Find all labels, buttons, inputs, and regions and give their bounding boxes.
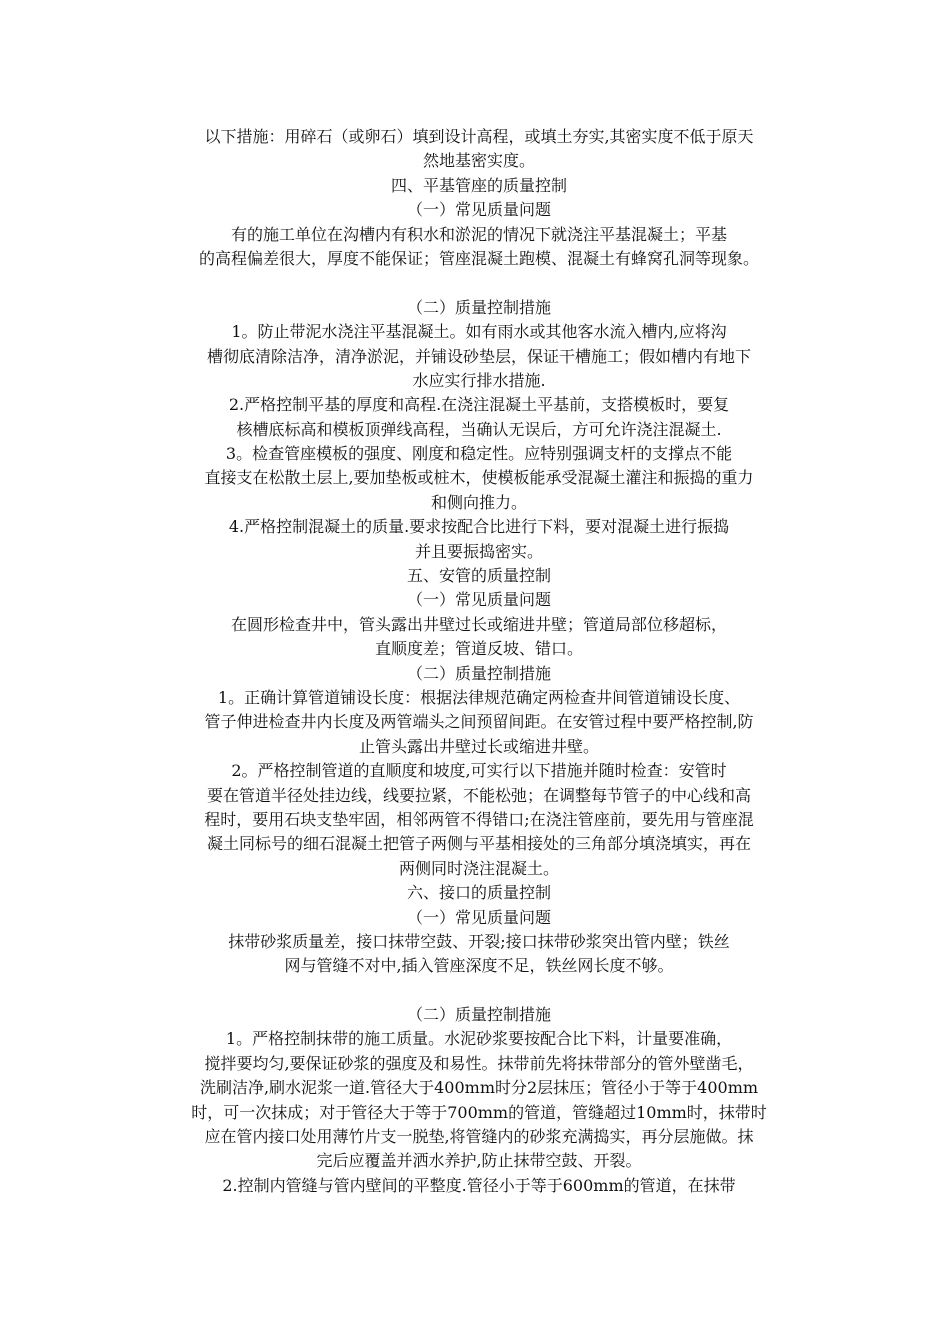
text-line: 四、平基管座的质量控制 [390, 175, 567, 195]
text-line: 搅拌要均匀,要保证砂浆的强度及和易性。抹带前先将抹带部分的管外壁凿毛， [204, 1053, 754, 1073]
text-line: 应在管内接口处用薄竹片支一脱垫,将管缝内的砂浆充满捣实，再分层施做。抹 [204, 1127, 754, 1147]
text-line: 和侧向推力。 [430, 492, 527, 512]
text-line [145, 979, 813, 1003]
document-body [145, 125, 813, 1198]
text-line: 4.严格控制混凝土的质量.要求按配合比进行下料，要对混凝土进行振捣 [228, 517, 730, 537]
text-line: 凝土同标号的细石混凝土把管子两侧与平基相接处的三角部分填浇填实，再在 [206, 834, 751, 854]
text-line: 并且要振捣密实。 [414, 541, 543, 561]
text-line [145, 271, 813, 295]
text-line: 槽彻底清除洁净，清净淤泥，并铺设砂垫层，保证干槽施工；假如槽内有地下 [206, 346, 751, 366]
text-line: 以下措施：用碎石（或卵石）填到设计高程，或填土夯实,其密实度不低于原天 [204, 127, 754, 146]
text-line: 要在管道半径处挂边线，线要拉紧，不能松弛；在调整每节管子的中心线和高 [206, 785, 751, 805]
text-line: 3。检查管座模板的强度、刚度和稳定性。应特别强调支杆的支撑点不能 [225, 444, 733, 464]
text-line: 直顺度差；管道反坡、错口。 [374, 639, 583, 659]
text-line: （一）常见质量问题 [406, 907, 551, 927]
text-line: 1。正确计算管道铺设长度：根据法律规范确定两检查井间管道铺设长度、 [217, 687, 741, 707]
text-line: 直接支在松散土层上,要加垫板或桩木，使模板能承受混凝土灌注和振捣的重力 [204, 468, 754, 488]
text-line: 2.严格控制平基的厚度和高程.在浇注混凝土平基前，支搭模板时，要复 [228, 395, 730, 415]
text-line: 五、安管的质量控制 [406, 566, 551, 586]
text-line: 2。严格控制管道的直顺度和坡度,可实行以下措施并随时检查：安管时 [231, 761, 727, 781]
text-line: 水应实行排水措施. [412, 370, 546, 390]
text-line: （二）质量控制措施 [406, 1005, 551, 1025]
text-line: 完后应覆盖并洒水养护,防止抹带空鼓、开裂。 [316, 1151, 642, 1171]
text-line: 2.控制内管缝与管内壁间的平整度.管径小于等于600mm的管道，在抹带 [222, 1175, 736, 1195]
text-line: 洗刷洁净,刷水泥浆一道.管径大于400mm时分2层抹压；管径小于等于400mm [199, 1078, 759, 1098]
text-line: （二）质量控制措施 [406, 663, 551, 683]
text-line: （一）常见质量问题 [406, 200, 551, 220]
text-line: 的高程偏差很大，厚度不能保证；管座混凝土跑模、混凝土有蜂窝孔洞等现象。 [198, 248, 759, 268]
text-line: 核槽底标高和模板顶弹线高程，当确认无误后，方可允许浇注混凝土. [236, 419, 722, 439]
text-line: 在圆形检查井中，管头露出井壁过长或缩进井壁；管道局部位移超标， [230, 614, 727, 634]
text-line: 两侧同时浇注混凝土。 [398, 858, 559, 878]
text-line: （一）常见质量问题 [406, 590, 551, 610]
text-line: 网与管缝不对中,插入管座深度不足，铁丝网长度不够。 [284, 956, 674, 976]
text-line: 然地基密实度。 [422, 151, 535, 171]
text-line: 1。防止带泥水浇注平基混凝土。如有雨水或其他客水流入槽内,应将沟 [231, 322, 727, 342]
text-line: 抹带砂浆质量差，接口抹带空鼓、开裂;接口抹带砂浆突出管内壁；铁丝 [228, 931, 730, 951]
text-line: 程时，要用石块支垫牢固，相邻两管不得错口;在浇注管座前，要先用与管座混 [204, 809, 754, 829]
text-line: 管子伸进检查井内长度及两管端头之间预留间距。在安管过程中要严格控制,防 [204, 712, 754, 732]
text-line: 止管头露出井壁过长或缩进井壁。 [358, 736, 599, 756]
text-line: 有的施工单位在沟槽内有积水和淤泥的情况下就浇注平基混凝土；平基 [230, 224, 727, 244]
text-line: 时，可一次抹成；对于管径大于等于700mm的管道，管缝超过10mm时，抹带时 [191, 1102, 767, 1122]
text-line: （二）质量控制措施 [406, 297, 551, 317]
text-line: 六、接口的质量控制 [406, 883, 551, 903]
text-line: 1。严格控制抹带的施工质量。水泥砂浆要按配合比下料，计量要准确， [225, 1029, 733, 1049]
